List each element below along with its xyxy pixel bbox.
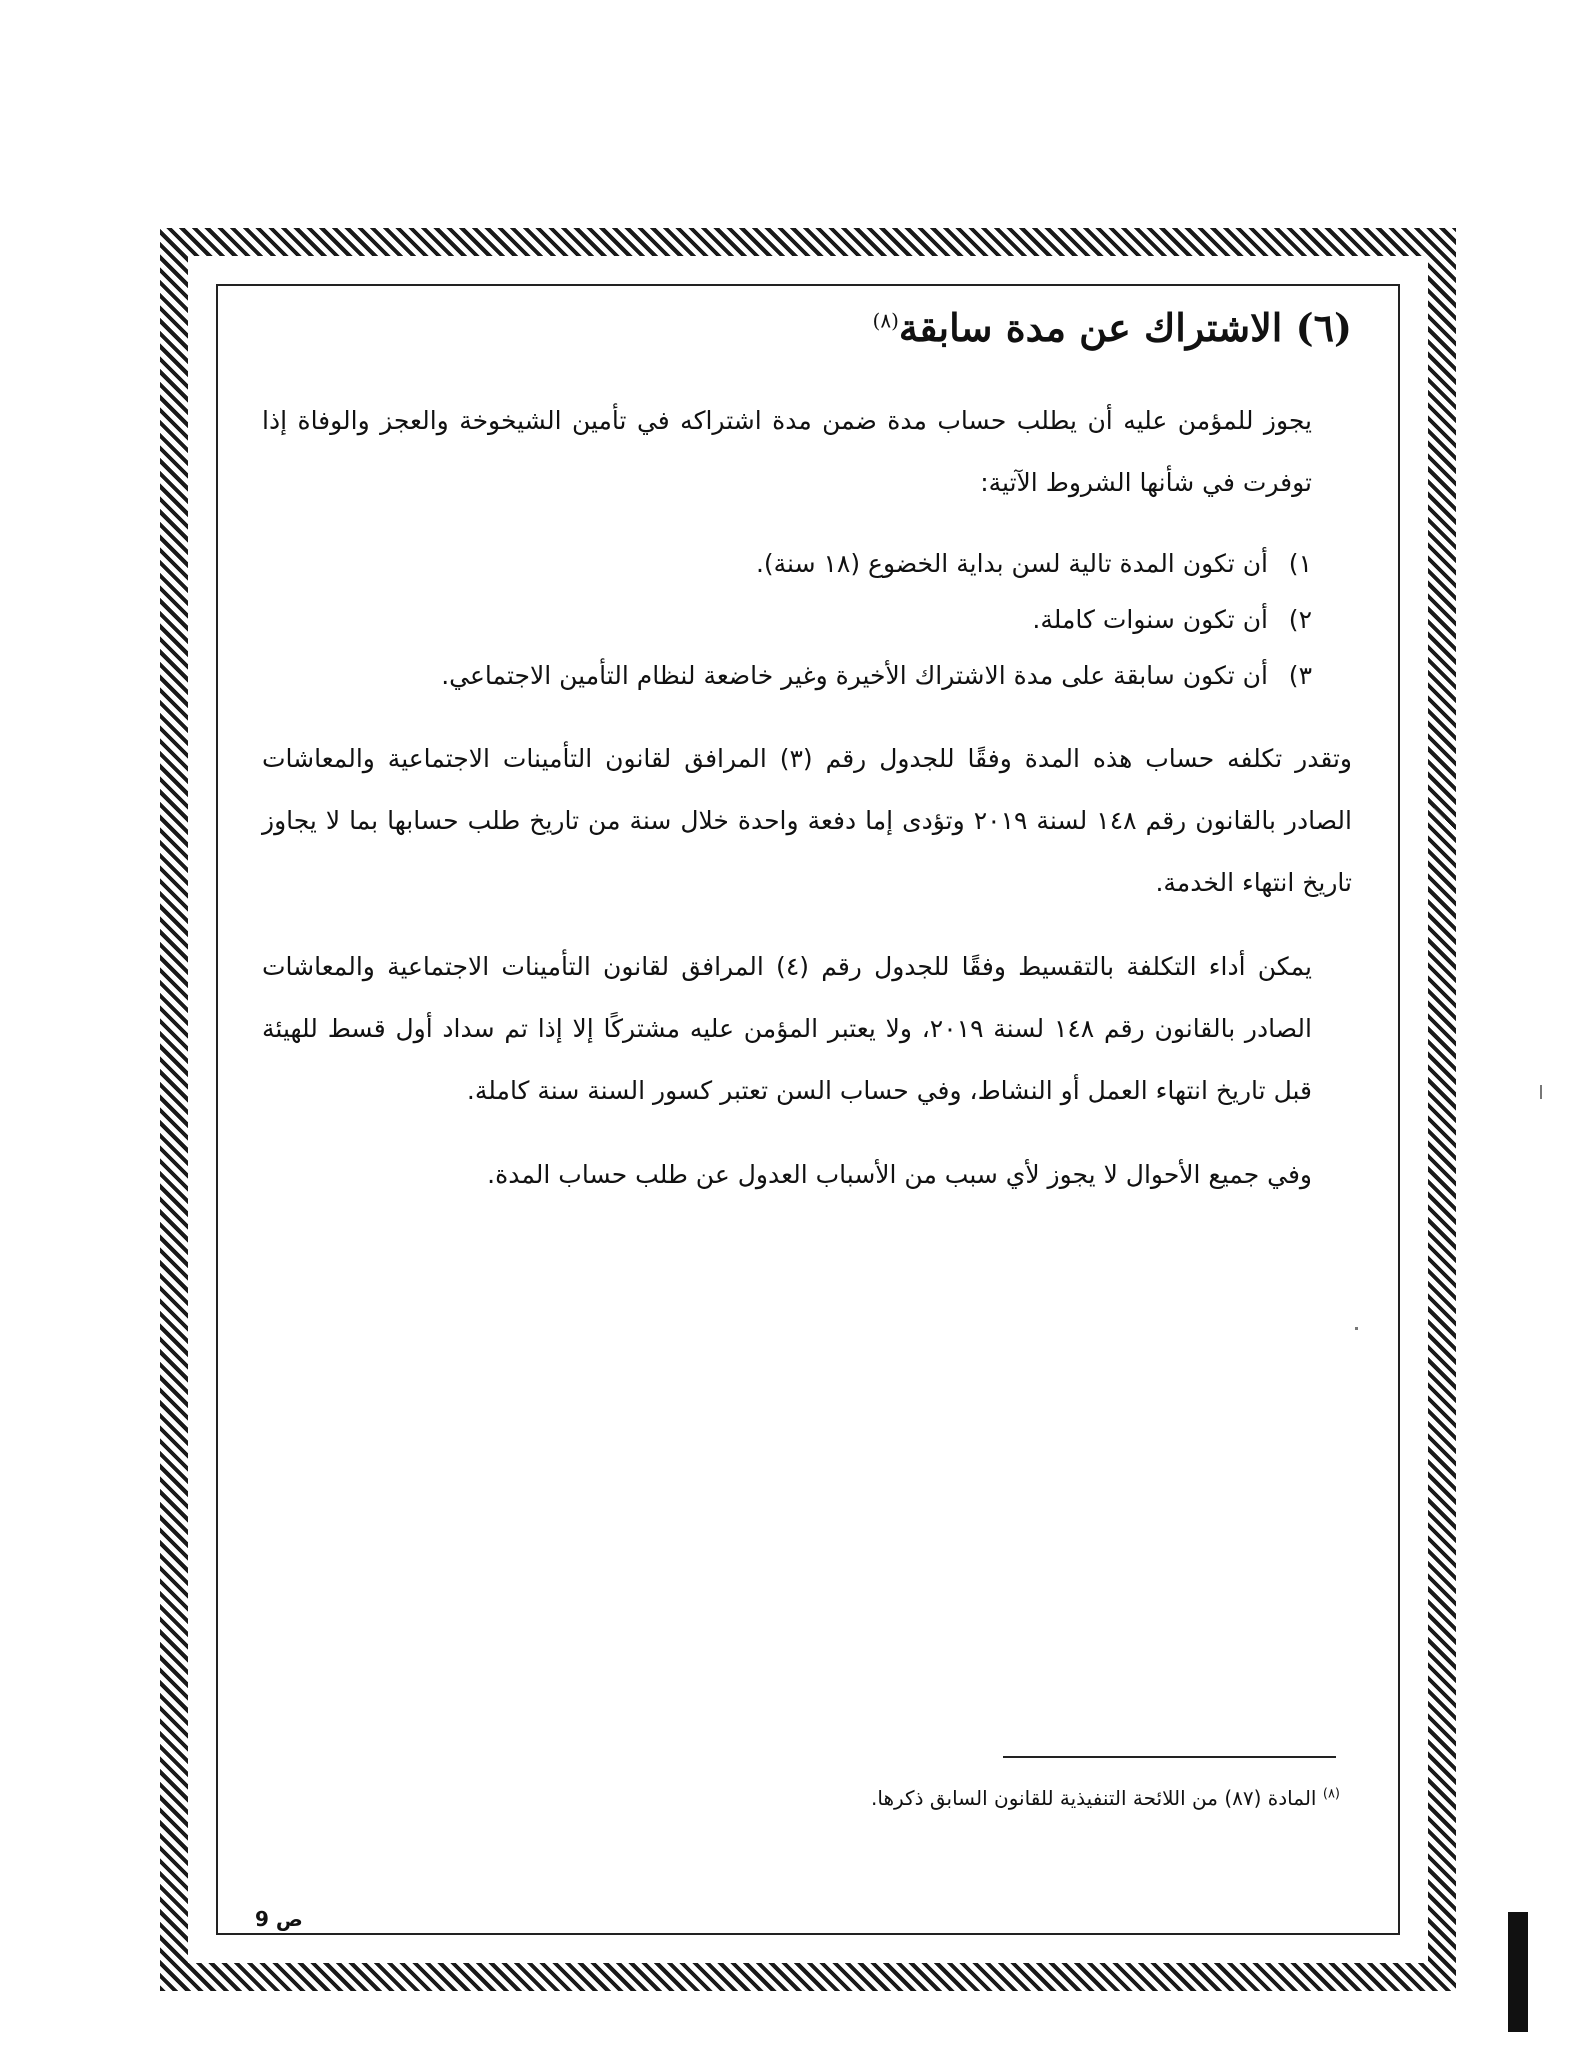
cost-paragraph: وتقدر تكلفه حساب هذه المدة وفقًا للجدول رقم (٣) المرافق لقانون التأمينات الاجتماعية والمعاشات الصادر بالقانون رقم ١٤٨ لسنة ٢٠١٩ وتؤدى إما دفعة واحدة خلال سنة من تاريخ طلب حسابها بما لا يجاوز تاريخ انتهاء الخدمة. <box>262 744 1352 897</box>
page-content <box>262 305 1352 1228</box>
footnote <box>700 1786 1340 1810</box>
section-number: (٦) <box>1295 305 1352 350</box>
scan-speck <box>1540 1085 1542 1099</box>
scan-speck <box>1355 1327 1358 1330</box>
list-item-number: ٣) <box>1288 661 1312 690</box>
closing-paragraph: وفي جميع الأحوال لا يجوز لأي سبب من الأسباب العدول عن طلب حساب المدة. <box>487 1160 1312 1189</box>
page-number: ص 9 <box>255 1907 303 1931</box>
list-item-text: أن تكون سابقة على مدة الاشتراك الأخيرة وغير خاضعة لنظام التأمين الاجتماعي. <box>441 661 1268 690</box>
list-item-text: أن تكون المدة تالية لسن بداية الخضوع (١٨ سنة). <box>755 549 1268 578</box>
list-item <box>262 648 1312 704</box>
list-item <box>262 536 1312 592</box>
section-title: الاشتراك عن مدة سابقة <box>898 305 1283 350</box>
footnote-divider <box>1003 1756 1336 1758</box>
scan-edge-mark <box>1508 1912 1528 2032</box>
footnote-ref: (٨) <box>872 308 899 333</box>
list-item-number: ١) <box>1288 549 1312 578</box>
section-heading <box>262 305 1352 350</box>
footnote-marker: (٨) <box>1322 1786 1340 1802</box>
conditions-list <box>262 536 1352 704</box>
footnote-text: المادة (٨٧) من اللائحة التنفيذية للقانون السابق ذكرها. <box>871 1786 1317 1810</box>
list-item <box>262 592 1312 648</box>
list-item-number: ٢) <box>1288 605 1312 634</box>
list-item-text: أن تكون سنوات كاملة. <box>1032 605 1268 634</box>
installment-paragraph: يمكن أداء التكلفة بالتقسيط وفقًا للجدول رقم (٤) المرافق لقانون التأمينات الاجتماعية والمعاشات الصادر بالقانون رقم ١٤٨ لسنة ٢٠١٩، ولا يعتبر المؤمن عليه مشتركًا إلا إذا تم سداد أول قسط للهيئة قبل تاريخ انتهاء العمل أو النشاط، وفي حساب السن تعتبر كسور السنة سنة كاملة. <box>262 952 1313 1105</box>
intro-paragraph: يجوز للمؤمن عليه أن يطلب حساب مدة ضمن مدة اشتراكه في تأمين الشيخوخة والعجز والوفاة إذا توفرت في شأنها الشروط الآتية: <box>262 406 1312 497</box>
